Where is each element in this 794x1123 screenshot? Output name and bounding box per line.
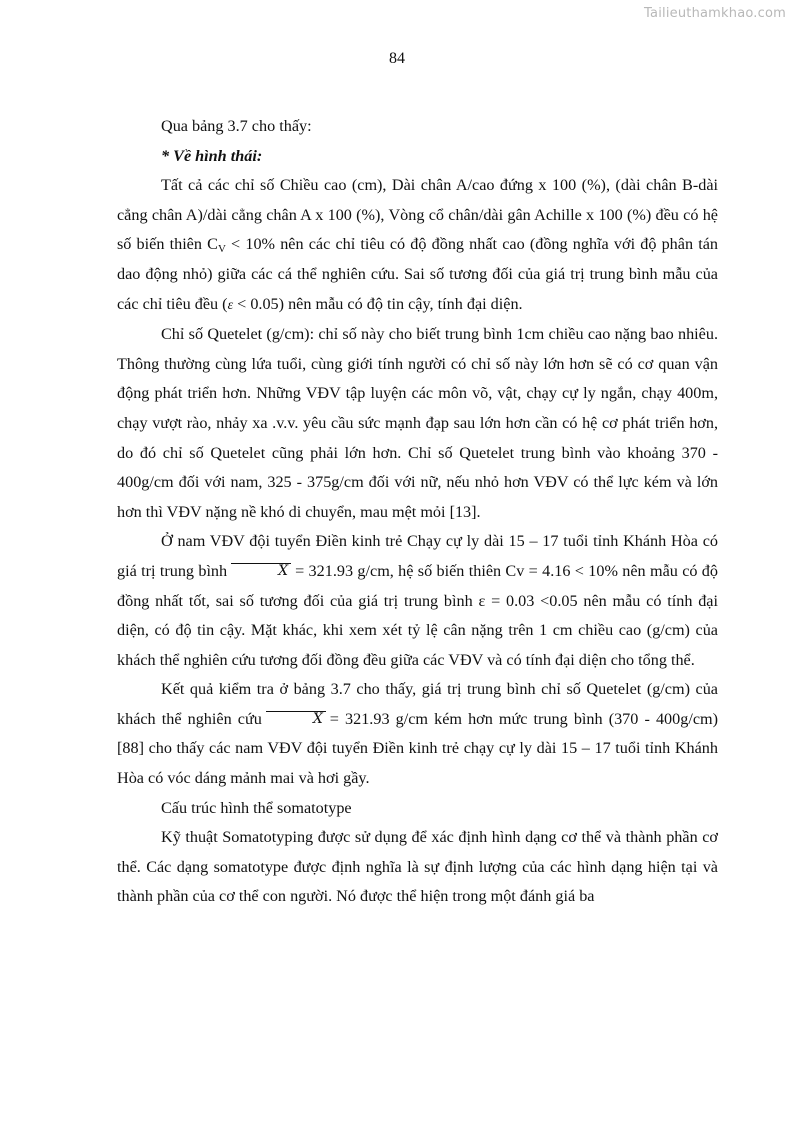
cv-subscript: V	[217, 243, 226, 256]
paragraph-athletes-part-b: = 321.93 g/cm, hệ số biến thiên Cv = 4.16 < 10% nên mẫu có độ đồng nhất tốt, sai số tương đối của giá trị trung bình ε = 0.03 <0.05 nên mẫu có tính đại diện, có độ tin cậy. Mặt khác, khi xem xét tỷ lệ cân nặng trên 1 cm chiều cao (g/cm) của khách thể nghiên cứu tương đối đồng đều giữa các VĐV và có tính đại diện cho tổng thể.	[117, 561, 718, 669]
epsilon-symbol: ε	[227, 297, 234, 313]
paragraph-results-part-a: Kết quả kiểm tra ở bảng 3.7 cho thấy, giá trị trung bình chỉ số Quetelet (g/cm) của khách thể nghiên cứu	[117, 680, 718, 728]
paragraph-quetelet: Chỉ số Quetelet (g/cm): chỉ số này cho biết trung bình 1cm chiều cao nặng bao nhiêu. Thông thường cùng lứa tuổi, cùng giới tính người có chỉ số này lớn hơn sẽ có cơ quan vận động phát triển hơn. Những VĐV tập luyện các môn võ, vật, chạy cự ly ngắn, chạy 400m, chạy vượt rào, nhảy xa .v.v. yêu cầu sức mạnh đạp sau lớn hơn cần có hệ cơ phát triển hơn, do đó chỉ số Quetelet cũng phải lớn hơn. Chỉ số Quetelet trung bình vào khoảng 370 - 400g/cm đối với nam, 325 - 375g/cm đối với nữ, nếu nhỏ hơn VĐV có thể lực kém và lớn hơn thì VĐV nặng nề khó di chuyển, mau mệt mỏi [13].	[117, 325, 718, 521]
paragraph-somatotype: Kỹ thuật Somatotyping được sử dụng để xác định hình dạng cơ thể và thành phần cơ thể. Các dạng somatotype được định nghĩa là sự định lượng của các hình dạng hiện tại và thành phần của cơ thể con người. Nó được thể hiện trong một đánh giá ba	[117, 828, 718, 906]
paragraph-athletes-part-a: Ở nam VĐV đội tuyển Điền kinh trẻ Chạy cự ly dài 15 – 17 tuổi tỉnh Khánh Hòa có giá trị trung bình	[117, 532, 718, 580]
section-heading: * Về hình thái:	[161, 146, 263, 165]
watermark: Tailieuthamkhao.com	[644, 6, 786, 21]
paragraph-results-part-b: = 321.93 g/cm kém hơn mức trung bình (370 - 400g/cm) [88] cho thấy các nam VĐV đội tuyển Điền kinh trẻ chạy cự ly dài 15 – 17 tuổi tỉnh Khánh Hòa có vóc dáng mảnh mai và hơi gầy.	[117, 709, 718, 788]
page-number: 84	[389, 50, 405, 67]
mean-symbol-2: X	[266, 711, 326, 726]
paragraph-cv-part-b: < 10% nên các chỉ tiêu có độ đồng nhất cao (đồng nghĩa với độ phân tán dao động nhỏ) giữa các cá thể nghiên cứu. Sai số tương đối của giá trị trung bình mẫu của các chỉ tiêu đều (	[117, 235, 718, 313]
mean-symbol: X	[231, 563, 291, 578]
document-body	[117, 112, 718, 912]
paragraph-cv	[117, 171, 718, 320]
paragraph-cv-part-a: Tất cả các chỉ số Chiều cao (cm), Dài chân A/cao đứng x 100 (%), (dài chân B-dài cẳng chân A)/dài cẳng chân A x 100 (%), Vòng cổ chân/dài gân Achille x 100 (%) đều có hệ số biến thiên C	[117, 176, 718, 254]
intro-line: Qua bảng 3.7 cho thấy:	[161, 117, 312, 135]
paragraph-results	[117, 675, 718, 793]
paragraph-cv-part-c: < 0.05) nên mẫu có độ tin cậy, tính đại diện.	[233, 294, 523, 313]
subheading-somatotype: Cấu trúc hình thể somatotype	[161, 798, 352, 817]
paragraph-athletes	[117, 527, 718, 675]
